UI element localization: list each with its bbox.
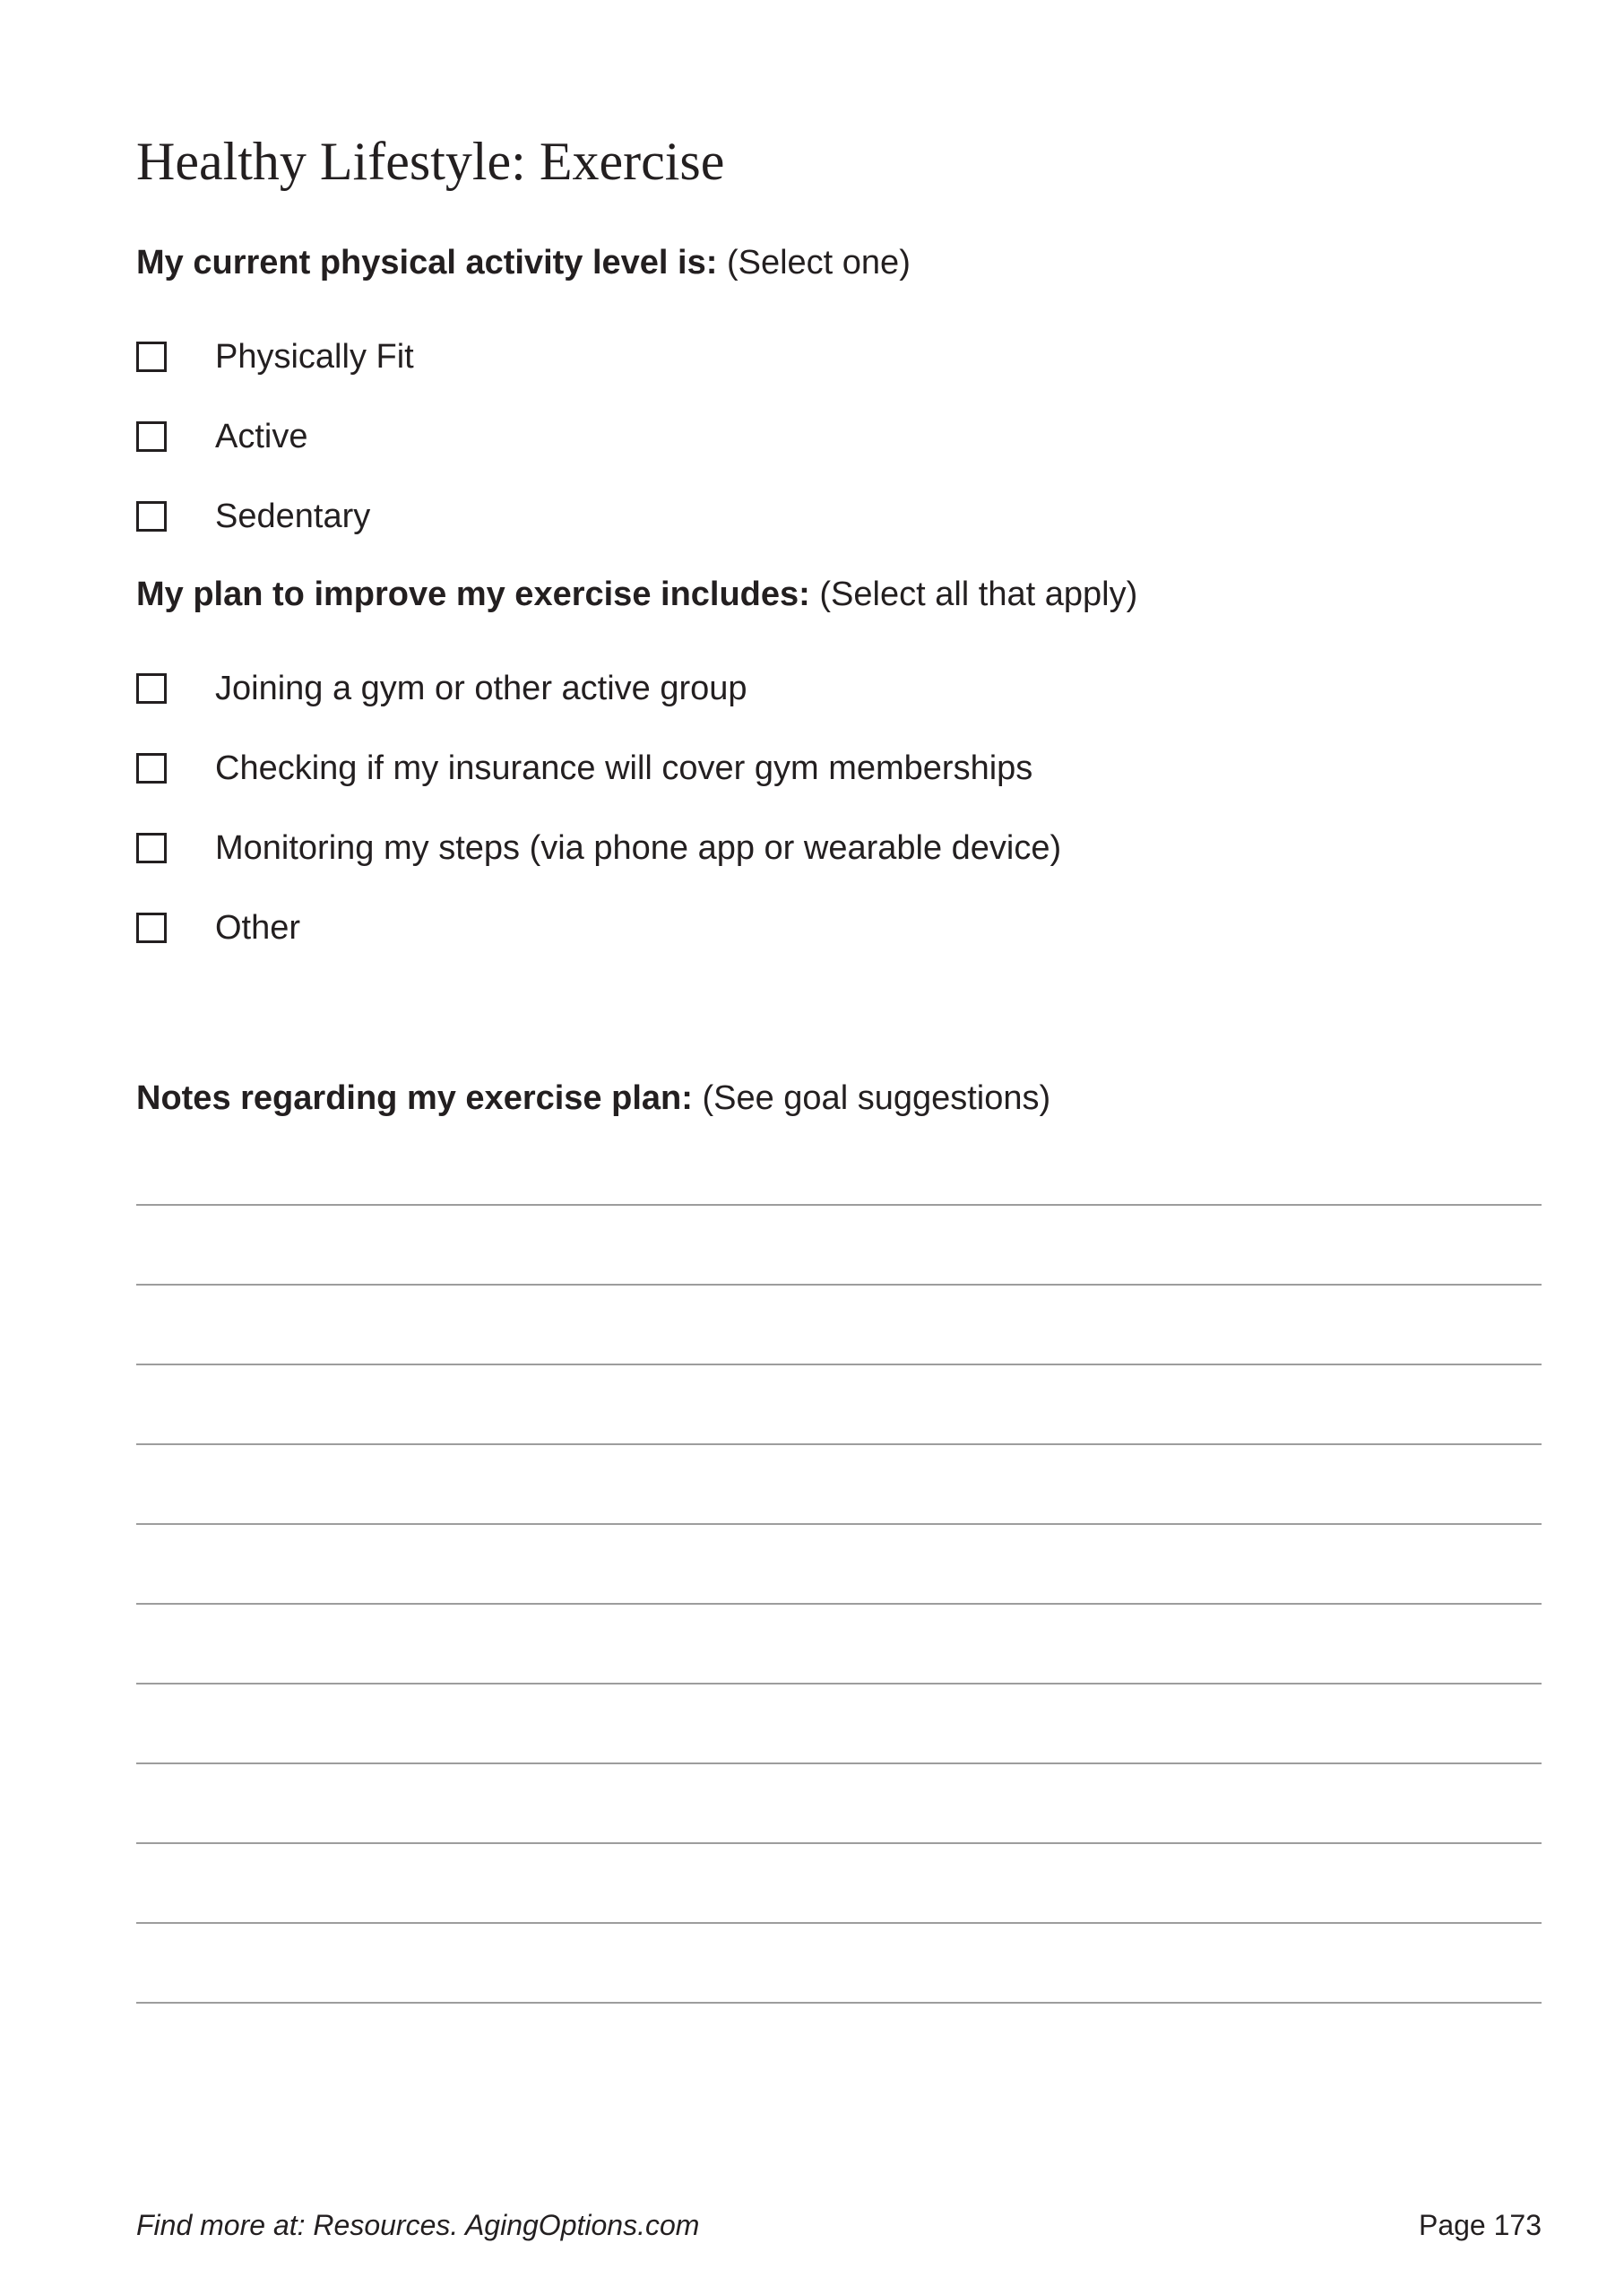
option-label: Checking if my insurance will cover gym memberships [215,749,1033,787]
option-other[interactable] [136,908,300,948]
option-label: Physically Fit [215,338,414,376]
option-label: Joining a gym or other active group [215,670,747,707]
checkbox-joining-gym[interactable] [136,673,167,704]
note-line[interactable] [136,1204,1542,1206]
checkbox-other[interactable] [136,913,167,943]
activity-level-hint: (Select one) [726,244,911,281]
page-number: Page 173 [1418,2209,1542,2241]
note-line[interactable] [136,1364,1542,1365]
option-insurance-gym[interactable] [136,749,1032,788]
note-line[interactable] [136,1523,1542,1525]
note-line[interactable] [136,1922,1542,1924]
option-label: Other [215,909,301,947]
notes-question [136,1078,1050,1119]
note-line[interactable] [136,1284,1542,1286]
option-label: Monitoring my steps (via phone app or wearable device) [215,829,1062,867]
option-joining-gym[interactable] [136,669,747,708]
option-monitoring-steps[interactable] [136,828,1061,868]
option-active[interactable] [136,417,307,456]
note-line[interactable] [136,1603,1542,1605]
checkbox-sedentary[interactable] [136,501,167,532]
checkbox-active[interactable] [136,421,167,452]
option-physically-fit[interactable] [136,337,414,377]
activity-level-question [136,242,911,283]
option-label: Active [215,418,308,455]
notes-label: Notes regarding my exercise plan: [136,1079,693,1117]
page-title: Healthy Lifestyle: Exercise [136,132,725,191]
note-line[interactable] [136,1842,1542,1844]
checkbox-monitoring-steps[interactable] [136,833,167,863]
improvement-plan-label: My plan to improve my exercise includes: [136,576,810,613]
checkbox-insurance-gym[interactable] [136,753,167,784]
note-line[interactable] [136,1683,1542,1684]
activity-level-label: My current physical activity level is: [136,244,718,281]
option-label: Sedentary [215,498,371,535]
note-line[interactable] [136,1762,1542,1764]
notes-hint: (See goal suggestions) [702,1079,1051,1117]
footer-resources-link[interactable]: Find more at: Resources. AgingOptions.com [136,2209,700,2241]
checkbox-physically-fit[interactable] [136,342,167,372]
improvement-plan-question [136,574,1137,615]
note-line[interactable] [136,1443,1542,1445]
option-sedentary[interactable] [136,497,370,536]
improvement-plan-hint: (Select all that apply) [819,576,1138,613]
note-line[interactable] [136,2002,1542,2004]
